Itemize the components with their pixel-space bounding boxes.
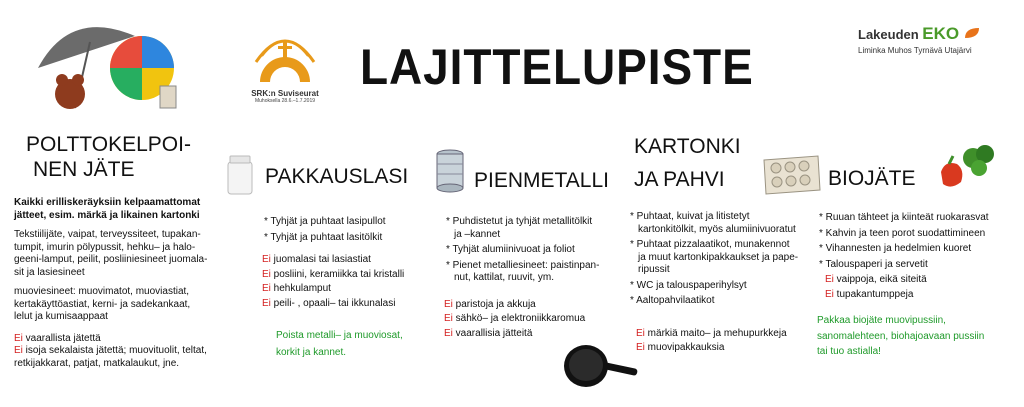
note-text: Poista metalli– ja muoviosat, [276,330,403,341]
para-plastics: muoviesineet: muovimatot, muoviastiat, kertakäyttöastiat, kerni- ja sadekankaat, lelut ja kumisaappaat [14,286,191,322]
list-item: * Puhdistetut ja tyhjät metallitölkit ja –kannet [446,216,593,240]
list-item: * Ruuan tähteet ja kiinteät ruokarasvat [819,212,989,223]
srk-name: SRK:n Suviseurat [251,89,319,98]
list-item: * Pienet metalliesineet: paistinpan- nut, kattilat, ruuvit, ym. [446,259,600,283]
srk-logo [250,26,320,104]
list-item: * Vihannesten ja hedelmien kuoret [819,243,972,254]
not-allowed-item: Ei vaippoja, eikä siteitä [825,274,927,285]
not-allowed-item: Ei juomalasi tai lasiastiat [262,254,371,265]
lakeuden-eko-logo [858,24,1018,55]
list-item: * Tyhjät alumiinivuoat ja foliot [446,244,575,255]
heading-pakkauslasi: PAKKAUSLASI [265,165,409,188]
note-text: Pakkaa biojäte muovipussiin, [817,315,946,326]
page-title: LAJITTELUPISTE [360,39,754,95]
list-item: * Puhtaat, kuivat ja litistetyt kartonkitölkit, myös alumiinivuoratut [630,211,796,235]
mixed-waste-illustration [30,8,180,123]
not-allowed-item: Ei hehkulamput [262,283,331,294]
tin-can-icon [434,148,466,194]
section-pakkauslasi [262,216,432,359]
not-allowed-item: Ei sähkö– ja elektroniikkaromua [444,313,586,324]
not-allowed-item: Ei peili- , opaali– tai ikkunalasi [262,297,396,309]
note-text: korkit ja kannet. [276,346,347,358]
heading-biojate: BIOJÄTE [828,167,916,190]
not-allowed-item: Ei vaarallista jätettä [14,332,101,344]
list-item: * Tyhjät ja puhtaat lasitölkit [264,231,383,243]
list-item: * Kahvin ja teen porot suodattimineen [819,227,986,239]
not-allowed-item: Ei vaarallisia jätteitä [444,327,533,339]
cup-icon [160,86,176,108]
list-item: * Puhtaat pizzalaatikot, munakennot ja muut kartonkipakkaukset ja pape- ripussit [630,239,799,275]
eko-towns: Liminka Muhos Tyrnävä Utajärvi [858,46,972,55]
section-biojate [817,212,1017,359]
list-item: * WC ja talouspaperihylsyt [630,279,747,291]
not-allowed-item: Ei isoja sekalaista jätettä; muovituolit, teltat, [14,345,207,356]
glass-jar-icon [222,152,258,198]
list-item: * Talouspaperi ja servetit [819,258,928,270]
heading-kartonki: KARTONKI JA PAHVI [634,135,741,191]
not-allowed-item: Ei paristoja ja akkuja [444,298,536,310]
para-mixed-waste: Tekstiilijäte, vaipat, terveyssiteet, tupakan- tumpit, imurin pölypussit, hehku– ja halo- geeni-lamput, peilit, posliiniesineet juomala- sit ja lasiesineet [14,229,208,278]
vegetables-icon [935,142,997,192]
section-polttokelpoinen: Kaikki erilliskeräyksiin kelpaamattomat jätteet, esim. märkä ja likainen kartonki Tekstiilijäte, vaipat, terveyssiteet, tupakan- tumpit, imurin pölypussit, hehku– ja halo- geeni-lamput, peilit, posliiniesineet juomala- sit ja lasiesineet muoviesineet: muovimatot, muoviastiat, kertakäyttöastiat, kerni- ja sadekankaat, lelut ja kumisaappaat Ei vaarallista jätettä Ei isoja sekalaista jätettä; muovituolit, teltat, retkijakkarat, patjat, matkalaukut, jne. [14,197,239,370]
note-text: sanomalehteen, biohajoavaan pussiin [817,330,985,342]
list-item: * Aaltopahvilaatikot [630,295,715,306]
not-allowed-item: Ei muovipakkauksia [636,342,725,353]
heading-polttokelpoinen: POLTTOKELPOI- NEN JÄTE [26,133,191,181]
srk-date: Muhoksella 28.6.–1.7.2019 [254,98,316,104]
heading-pienmetalli: PIENMETALLI [474,169,609,192]
note-text: tai tuo astialla! [817,346,881,357]
list-item: * Tyhjät ja puhtaat lasipullot [264,216,386,227]
not-allowed-item: Ei tupakantumppeja [825,288,914,300]
not-allowed-item: Ei märkiä maito– ja mehupurkkeja [636,327,787,339]
eko-brand: Lakeuden EKO [858,24,1018,44]
not-allowed-item: Ei posliini, keramiikka tai kristalli [262,268,405,280]
section-kartonki [628,211,808,357]
leaf-icon [963,26,981,40]
srk-sun-icon [254,26,316,84]
egg-carton-icon [760,150,822,198]
section-pienmetalli [444,216,619,342]
